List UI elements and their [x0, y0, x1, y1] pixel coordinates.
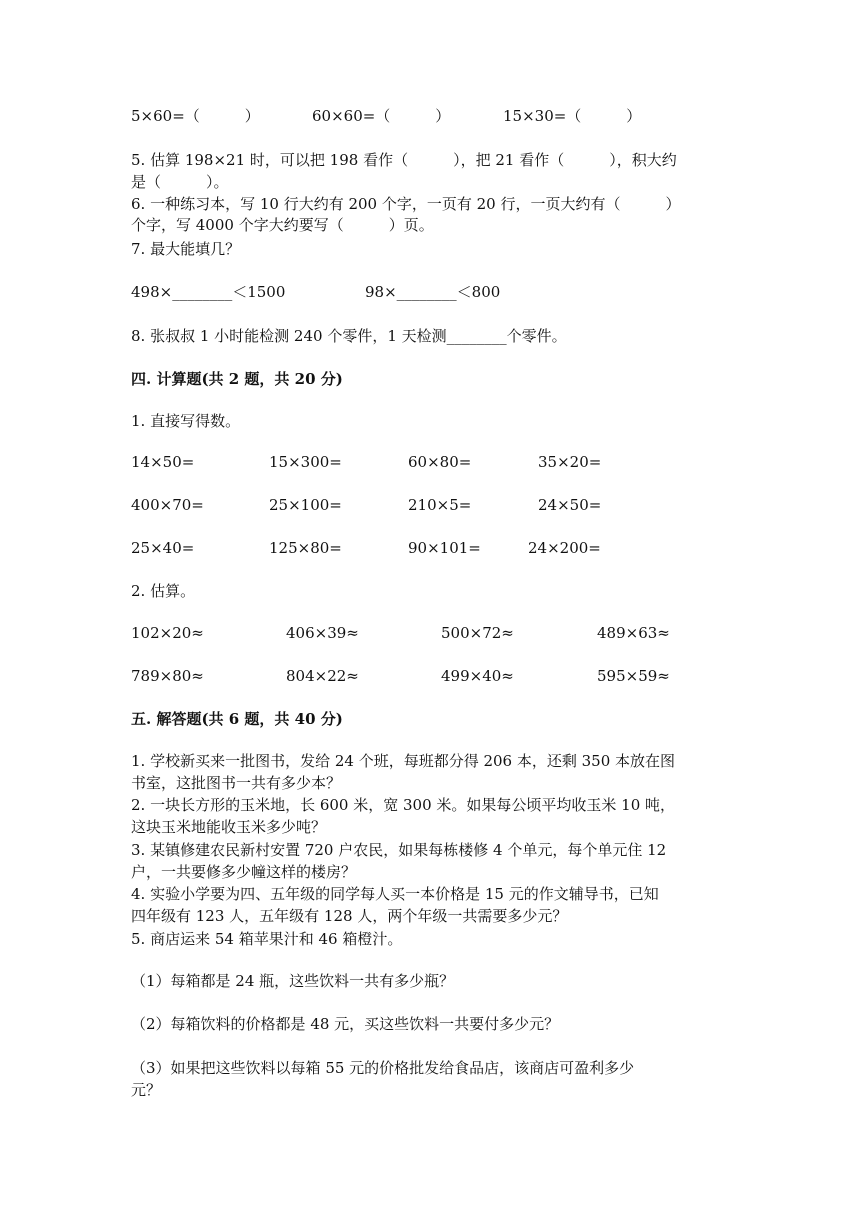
fill-item-2: 60×60=（ ）	[312, 107, 451, 125]
estimate-cell: 789×80≈	[131, 667, 204, 685]
s5-q5-sub-3-line-1: （3）如果把这些饮料以每箱 55 元的价格批发给食品店，该商店可盈利多少	[131, 1059, 635, 1077]
s5-q5-sub-1: （1）每箱都是 24 瓶，这些饮料一共有多少瓶？	[131, 972, 455, 990]
s5-q5: 5. 商店运来 54 箱苹果汁和 46 箱橙汁。	[131, 930, 403, 948]
s5-q2-line-1: 2. 一块长方形的玉米地，长 600 米，宽 300 米。如果每公顷平均收玉米 10 吨，	[131, 796, 676, 814]
section-5-title: 五. 解答题(共 6 题，共 40 分)	[131, 710, 343, 728]
calc-cell: 25×100=	[269, 496, 342, 514]
calc-cell: 15×300=	[269, 453, 342, 471]
calc-cell: 125×80=	[269, 539, 342, 557]
s5-q5-sub-3-line-2: 元？	[131, 1081, 162, 1099]
s5-q3-line-1: 3. 某镇修建农民新村安置 720 户农民，如果每栋楼修 4 个单元，每个单元住 12	[131, 841, 667, 859]
s5-q3-line-2: 户，一共要修多少幢这样的楼房？	[131, 863, 357, 881]
s5-q1-line-1: 1. 学校新买来一批图书，发给 24 个班，每班都分得 206 本，还剩 350 本放在图	[131, 752, 676, 770]
calc-cell: 14×50=	[131, 453, 195, 471]
estimate-cell: 489×63≈	[597, 624, 670, 642]
estimate-cell: 406×39≈	[286, 624, 359, 642]
s5-q2-line-2: 这块玉米地能收玉米多少吨？	[131, 818, 327, 836]
estimate-cell: 499×40≈	[441, 667, 514, 685]
s5-q1-line-2: 书室，这批图书一共有多少本？	[131, 774, 342, 792]
fill-item-1: 5×60=（ ）	[131, 107, 260, 125]
calc-cell: 400×70=	[131, 496, 204, 514]
q6-line-1: 6. 一种练习本，写 10 行大约有 200 个字，一页有 20 行，一页大约有（ ）	[131, 195, 681, 213]
q7-title: 7. 最大能填几？	[131, 240, 241, 258]
calc-cell: 24×200=	[528, 539, 601, 557]
s5-q4-line-2: 四年级有 123 人，五年级有 128 人，两个年级一共需要多少元？	[131, 907, 568, 925]
calc-cell: 60×80=	[408, 453, 472, 471]
q8: 8. 张叔叔 1 小时能检测 240 个零件，1 天检测________个零件。	[131, 327, 567, 345]
q7-item-1: 498×________＜1500	[131, 283, 286, 301]
calc-cell: 24×50=	[538, 496, 602, 514]
section-4-q2-title: 2. 估算。	[131, 582, 196, 600]
q7-item-2: 98×________＜800	[365, 283, 501, 301]
estimate-cell: 102×20≈	[131, 624, 204, 642]
s5-q5-sub-2: （2）每箱饮料的价格都是 48 元，买这些饮料一共要付多少元？	[131, 1015, 560, 1033]
calc-cell: 35×20=	[538, 453, 602, 471]
estimate-cell: 595×59≈	[597, 667, 670, 685]
fill-item-3: 15×30=（ ）	[503, 107, 642, 125]
section-4-q1-title: 1. 直接写得数。	[131, 412, 241, 430]
calc-cell: 25×40=	[131, 539, 195, 557]
estimate-cell: 804×22≈	[286, 667, 359, 685]
section-4-title: 四. 计算题(共 2 题，共 20 分)	[131, 370, 343, 388]
q6-line-2: 个字，写 4000 个字大约要写（ ）页。	[131, 216, 434, 234]
estimate-cell: 500×72≈	[441, 624, 514, 642]
q5-line-1: 5. 估算 198×21 时，可以把 198 看作（ ），把 21 看作（ ），积大约	[131, 151, 677, 169]
q5-line-2: 是（ ）。	[131, 173, 229, 191]
s5-q4-line-1: 4. 实验小学要为四、五年级的同学每人买一本价格是 15 元的作文辅导书，已知	[131, 885, 659, 903]
calc-cell: 90×101=	[408, 539, 481, 557]
calc-cell: 210×5=	[408, 496, 472, 514]
